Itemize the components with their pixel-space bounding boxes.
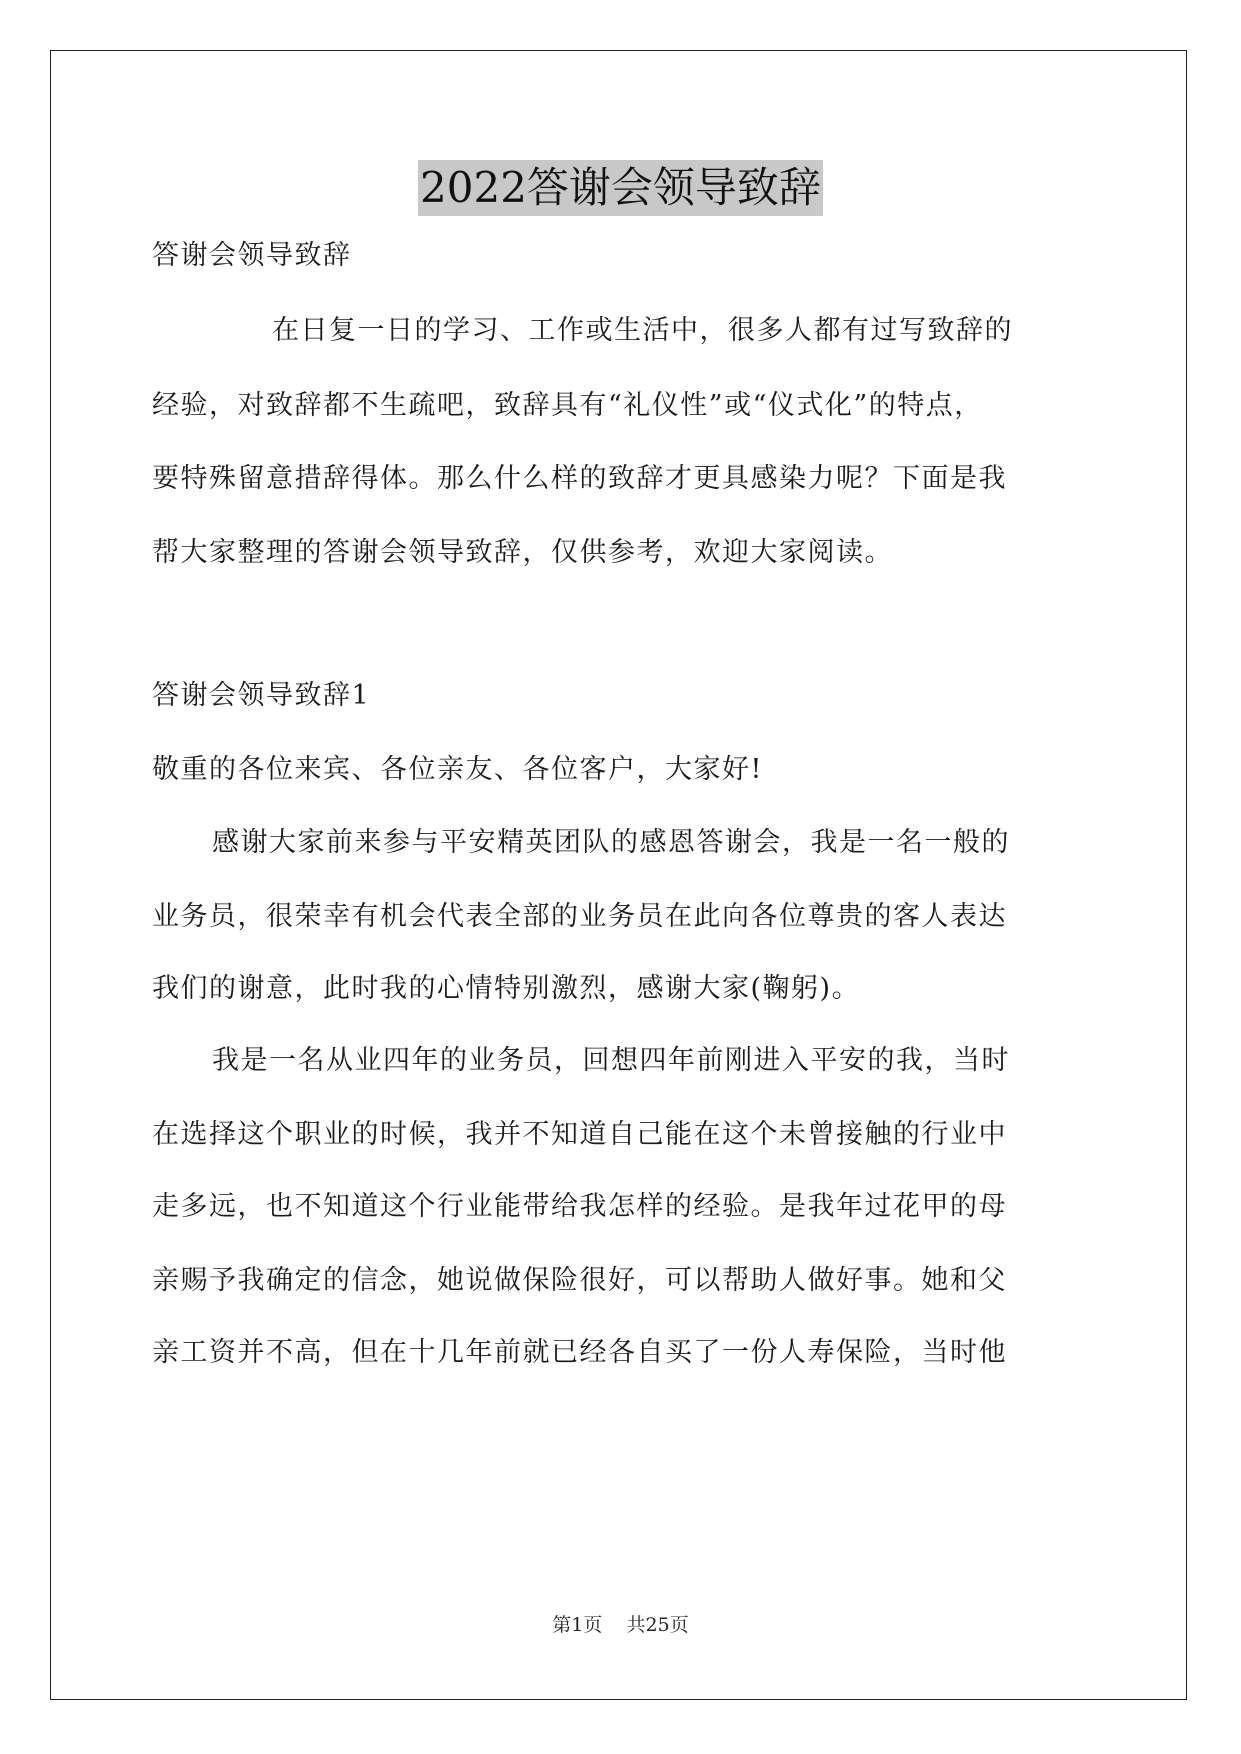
document-title xyxy=(0,160,1241,216)
page-total: 共25页 xyxy=(626,1614,689,1636)
subtitle: 答谢会领导致辞 xyxy=(152,240,352,271)
paragraph-line: 走多远，也不知道这个行业能带给我怎样的经验。是我年过花甲的母 xyxy=(152,1191,1007,1222)
paragraph-line: 业务员，很荣幸有机会代表全部的业务员在此向各位尊贵的客人表达 xyxy=(152,901,1007,932)
greeting-line: 敬重的各位来宾、各位亲友、各位客户，大家好! xyxy=(152,754,763,785)
paragraph-line: 亲赐予我确定的信念，她说做保险很好，可以帮助人做好事。她和父 xyxy=(152,1265,1007,1296)
paragraph-line: 亲工资并不高，但在十几年前就已经各自买了一份人寿保险，当时他 xyxy=(152,1337,1007,1368)
intro-line: 帮大家整理的答谢会领导致辞，仅供参考，欢迎大家阅读。 xyxy=(152,537,893,568)
page-frame xyxy=(50,50,1187,1700)
intro-line: 经验，对致辞都不生疏吧，致辞具有“礼仪性”或“仪式化”的特点， xyxy=(152,390,983,421)
intro-line: 在日复一日的学习、工作或生活中，很多人都有过写致辞的 xyxy=(272,315,1013,346)
paragraph-line: 我是一名从业四年的业务员，回想四年前刚进入平安的我，当时 xyxy=(212,1045,1010,1076)
document-title-text: 2022答谢会领导致辞 xyxy=(418,160,823,216)
paragraph-line: 我们的谢意，此时我的心情特别激烈，感谢大家(鞠躬)。 xyxy=(152,973,861,1004)
page-footer xyxy=(0,1612,1241,1638)
section-heading: 答谢会领导致辞1 xyxy=(152,680,371,711)
paragraph-line: 在选择这个职业的时候，我并不知道自己能在这个未曾接触的行业中 xyxy=(152,1119,1007,1150)
intro-line: 要特殊留意措辞得体。那么什么样的致辞才更具感染力呢？下面是我 xyxy=(152,463,1007,494)
paragraph-line: 感谢大家前来参与平安精英团队的感恩答谢会，我是一名一般的 xyxy=(212,827,1010,858)
page-number: 第1页 xyxy=(552,1614,603,1636)
